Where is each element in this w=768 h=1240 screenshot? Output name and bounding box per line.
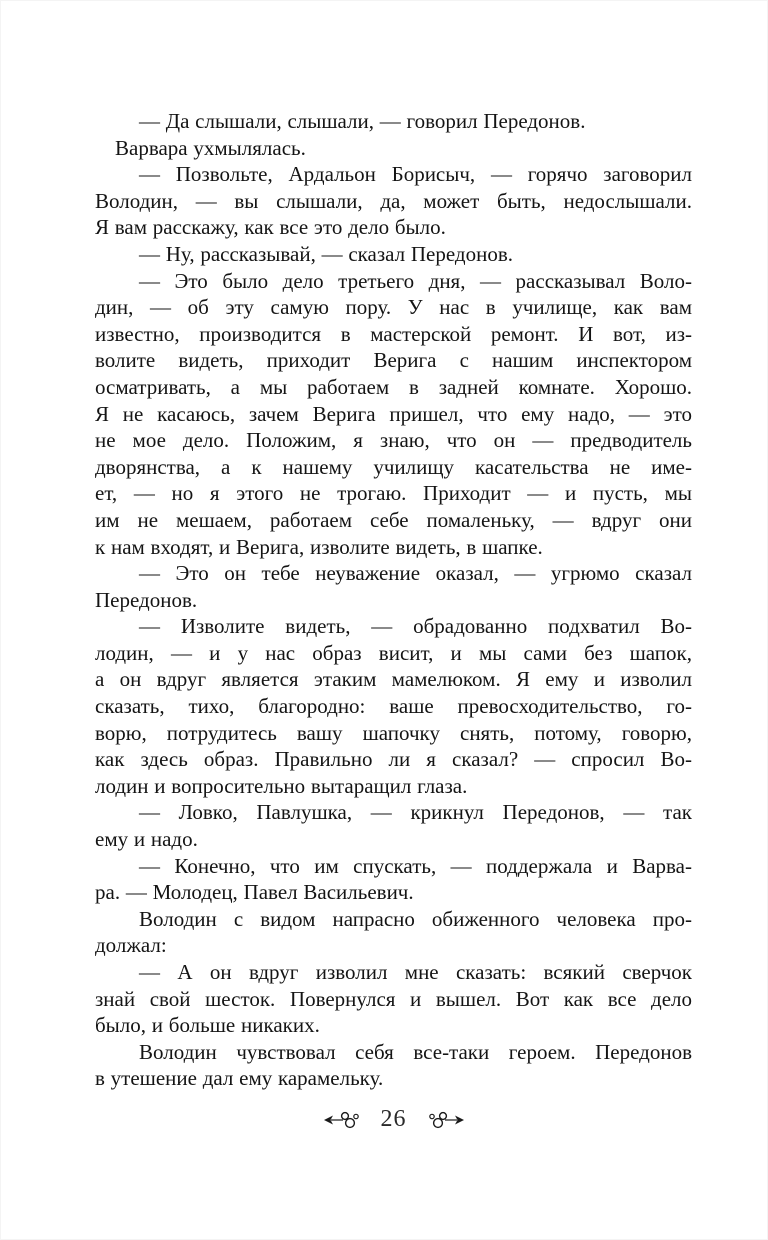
text-line: — Позвольте, Ардальон Борисыч, — горячо заговорил [139, 162, 692, 187]
text-line: сказать, тихо, благородно: ваше превосходительство, го- [95, 694, 692, 719]
text-line: было, и больше никаких. [95, 1013, 320, 1038]
text-line: им не мешаем, работаем себе помаленьку, — вдруг они [95, 507, 692, 532]
text-line: осматривать, а мы работаем в задней комнате. Хорошо. [95, 374, 692, 399]
text-line: — Да слышали, слышали, — говорил Передонов. [139, 109, 586, 133]
text-line: а он вдруг является этаким мамелюком. Я ему и изволил [95, 667, 692, 692]
text-line: дворянства, а к нашему училищу касательства не име- [95, 454, 692, 479]
text-line: — Ловко, Павлушка, — крикнул Передонов, — так [139, 800, 692, 825]
page-footer [95, 1106, 692, 1133]
text-line: — Изволите видеть, — обрадованно подхватил Во- [139, 614, 692, 639]
fleuron-left-icon [323, 1110, 359, 1130]
text-line: Я не касаюсь, зачем Верига пришел, что ему надо, — это [95, 401, 692, 426]
text-line: в утешение дал ему карамельку. [95, 1066, 384, 1091]
text-line: — Это было дело третьего дня, — рассказывал Воло- [139, 268, 692, 293]
text-line: дин, — об эту самую пору. У нас в училище, как вам [95, 295, 692, 320]
text-line: должал: [95, 933, 167, 958]
text-line: как здесь образ. Правильно ли я сказал? — спросил Во- [95, 747, 692, 772]
text-line: Передонов. [95, 587, 198, 612]
text-line: к нам входят, и Верига, изволите видеть, в шапке. [95, 534, 543, 559]
text-line: ет, — но я этого не трогаю. Приходит — и пусть, мы [95, 481, 692, 506]
text-line: ворю, потрудитесь вашу шапочку снять, потому, говорю, [95, 720, 692, 745]
text-line: Я вам расскажу, как все это дело было. [95, 215, 446, 240]
text-line: лодин, — и у нас образ висит, и мы сами без шапок, [95, 640, 692, 665]
text-line: знай свой шесток. Повернулся и вышел. Вот как все дело [95, 986, 692, 1011]
text-line: лодин и вопросительно вытаращил глаза. [95, 773, 468, 798]
text-line: — Это он тебе неуважение оказал, — угрюмо сказал [139, 561, 692, 586]
text-line: не мое дело. Положим, я знаю, что он — предводитель [95, 428, 692, 453]
text-line: — Конечно, что им спускать, — поддержала и Варва- [139, 853, 692, 878]
text-line: ему и надо. [95, 827, 198, 852]
text-line: Володин с видом напрасно обиженного человека про- [139, 906, 692, 931]
text-line: волите видеть, приходит Верига с нашим инспектором [95, 348, 692, 373]
text-line: — А он вдруг изволил мне сказать: всякий сверчок [139, 960, 692, 984]
text-line: известно, производится в мастерской ремонт. И вот, из- [95, 321, 692, 346]
text-line: ра. — Молодец, Павел Васильевич. [95, 880, 414, 905]
page-number: 26 [380, 1106, 407, 1132]
text-line: Володин, — вы слышали, да, может быть, недослышали. [95, 188, 692, 213]
text-line: Володин чувствовал себя все-таки героем. Передонов [139, 1039, 692, 1064]
text-line: Варвара ухмылялась. [115, 135, 306, 160]
text-line: — Ну, рассказывай, — сказал Передонов. [139, 241, 514, 266]
fleuron-right-icon [429, 1110, 465, 1130]
page-text [95, 108, 692, 1092]
